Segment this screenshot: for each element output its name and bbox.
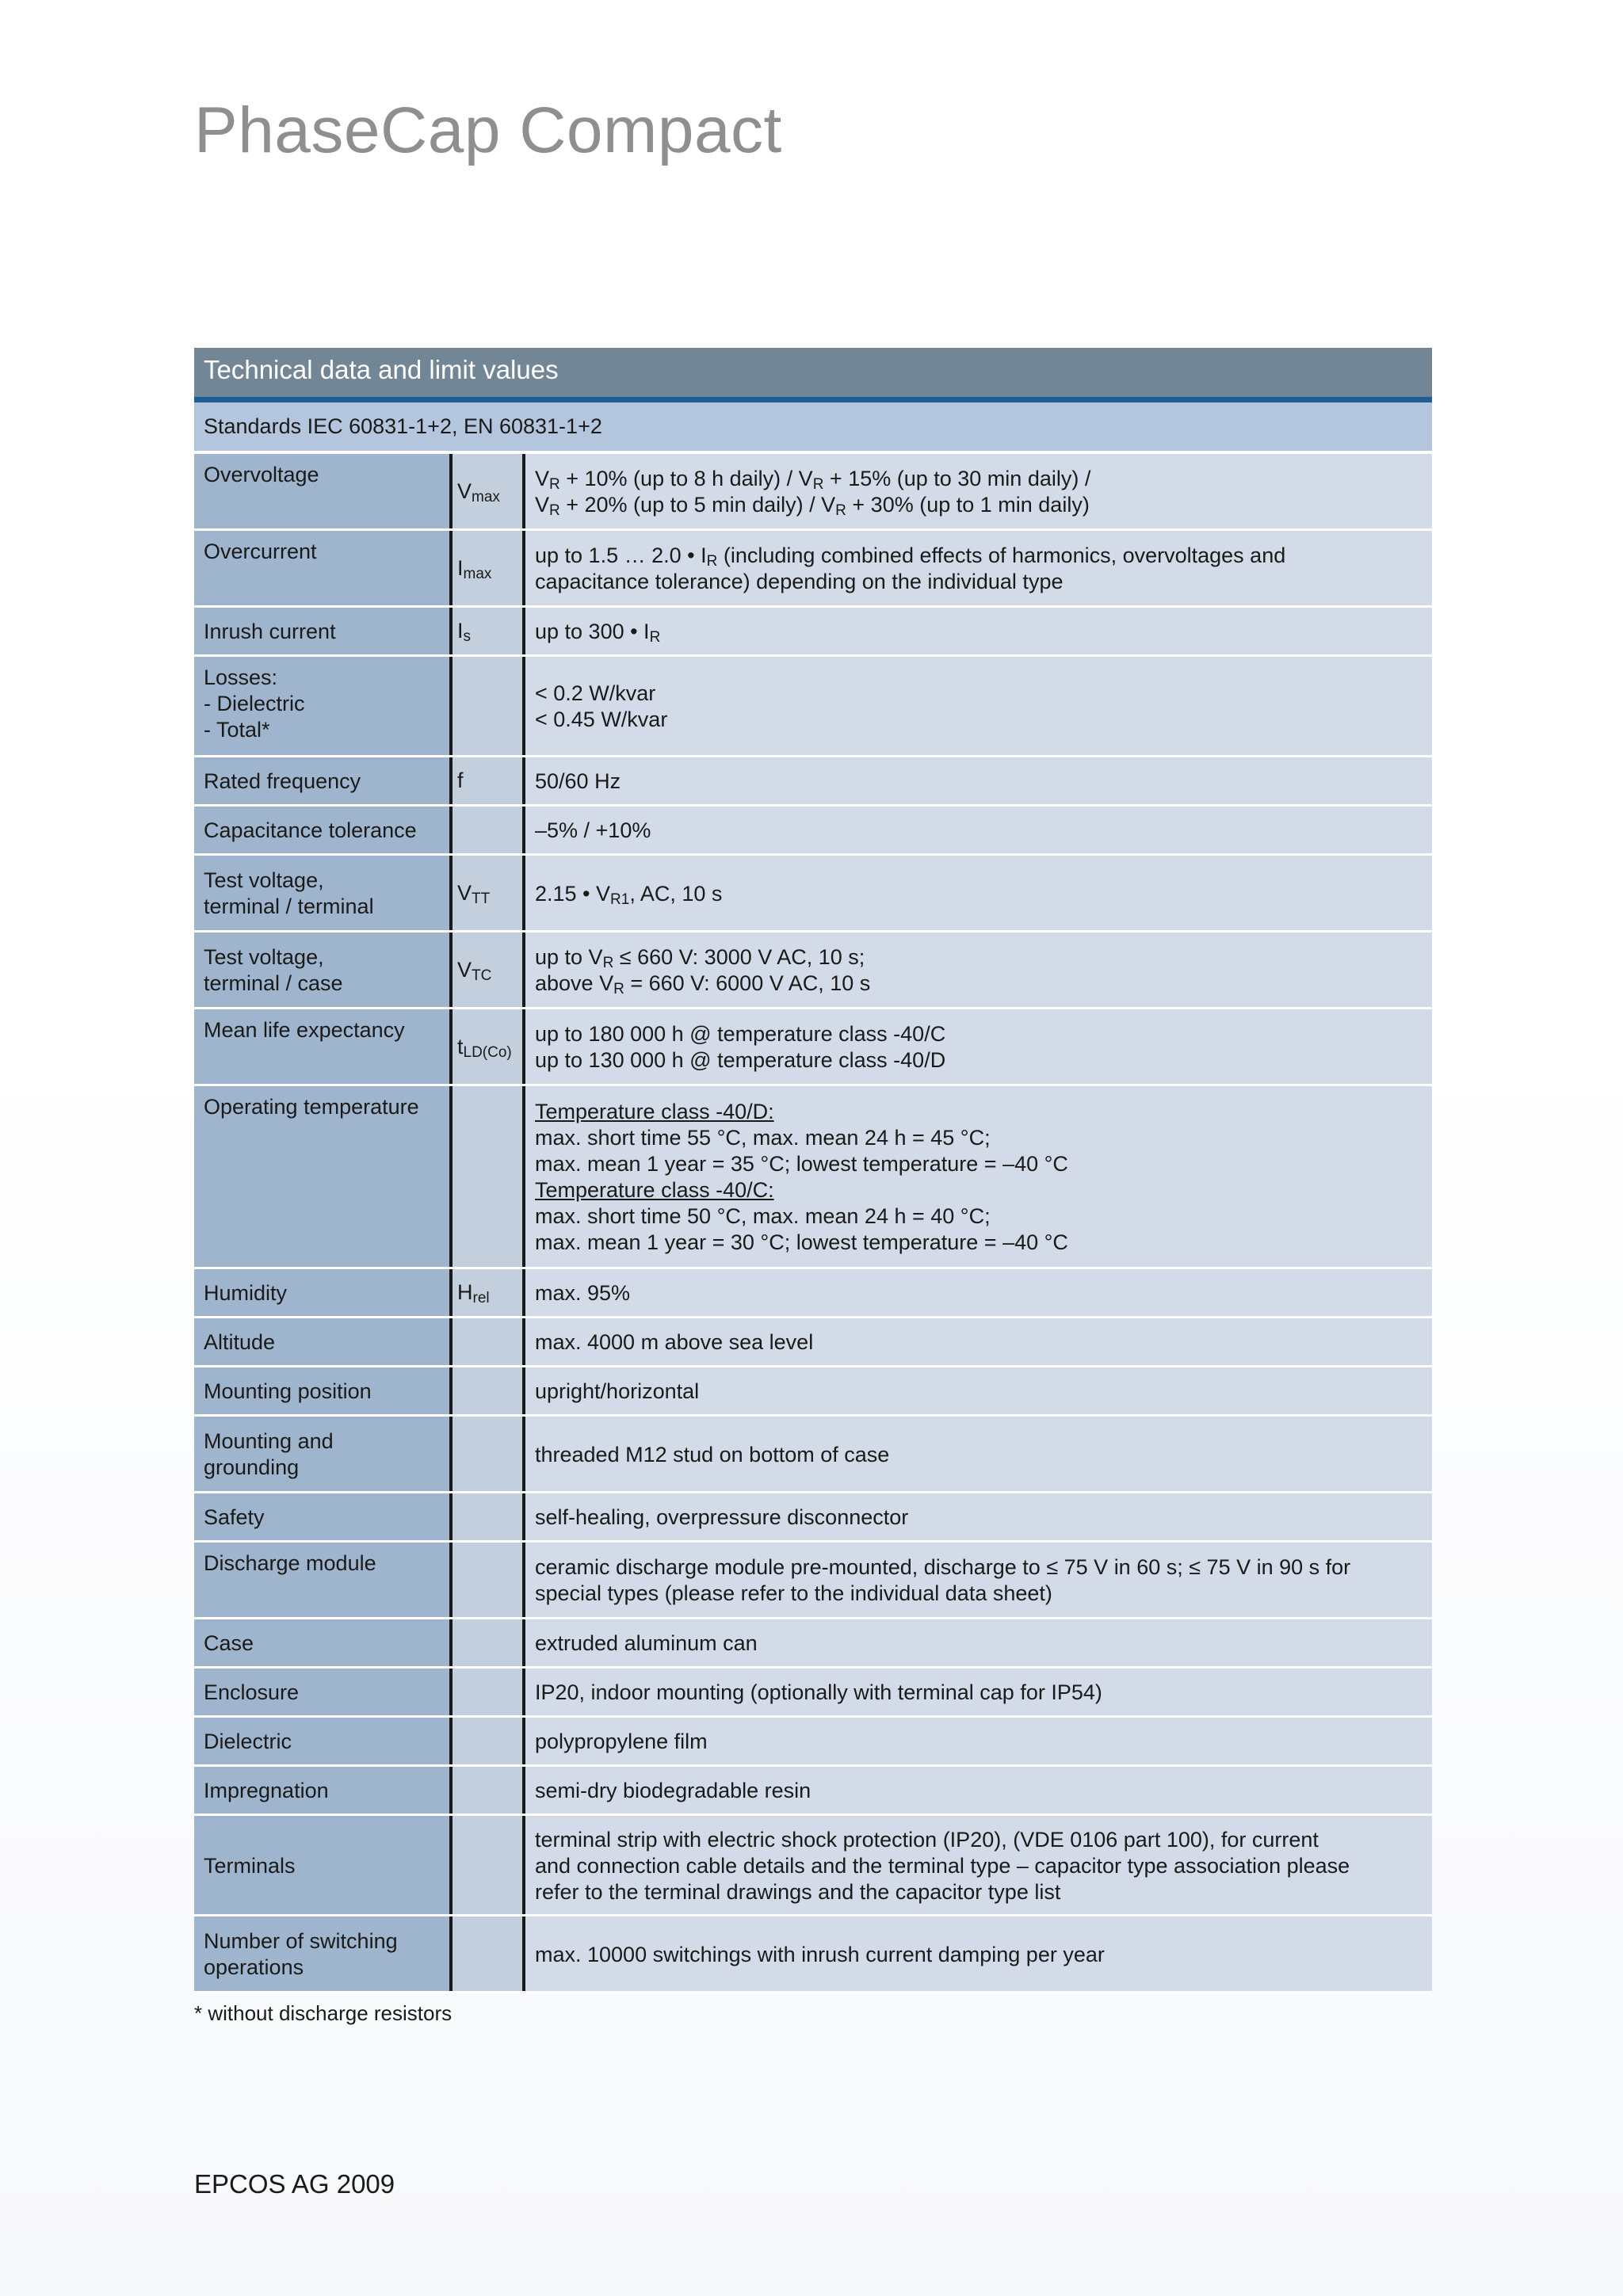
parameter-label: Test voltage, terminal / case bbox=[194, 933, 453, 1007]
parameter-label: Overvoltage bbox=[194, 454, 453, 528]
parameter-symbol bbox=[453, 1417, 525, 1491]
value-line: ceramic discharge module pre-mounted, discharge to ≤ 75 V in 60 s; ≤ 75 V in 90 s for bbox=[535, 1555, 1351, 1579]
parameter-value bbox=[525, 856, 1432, 930]
footer-copyright: EPCOS AG 2009 bbox=[194, 2169, 395, 2199]
parameter-label: Mounting and grounding bbox=[194, 1417, 453, 1491]
page-title: PhaseCap Compact bbox=[194, 94, 782, 166]
parameter-label: Altitude bbox=[194, 1318, 453, 1365]
table-row bbox=[194, 1269, 1432, 1318]
table-row bbox=[194, 657, 1432, 757]
parameter-label: Overcurrent bbox=[194, 531, 453, 605]
parameter-value bbox=[525, 1269, 1432, 1316]
table-row bbox=[194, 1718, 1432, 1767]
value-line: and connection cable details and the terminal type – capacitor type association please bbox=[535, 1853, 1350, 1878]
parameter-symbol bbox=[453, 1816, 525, 1914]
parameter-value bbox=[525, 1718, 1432, 1764]
value-line: IP20, indoor mounting (optionally with terminal cap for IP54) bbox=[535, 1680, 1102, 1704]
table-row bbox=[194, 454, 1432, 531]
parameter-value bbox=[525, 608, 1432, 654]
value-line: extruded aluminum can bbox=[535, 1631, 758, 1655]
value-line: polypropylene film bbox=[535, 1730, 708, 1753]
table-row bbox=[194, 531, 1432, 608]
value-line: < 0.2 W/kvar bbox=[535, 681, 656, 705]
parameter-symbol bbox=[453, 807, 525, 853]
parameter-symbol bbox=[453, 1318, 525, 1365]
value-line: $V_R + 10\%$ (up to 8 h daily) / $V_R + 15\%$ (up to 30 min daily) / bbox=[535, 467, 1091, 493]
value-line: max. short time 50 °C, max. mean 24 h = 40 °C; bbox=[535, 1204, 991, 1228]
table-row bbox=[194, 933, 1432, 1009]
table-row bbox=[194, 1767, 1432, 1816]
parameter-value bbox=[525, 1767, 1432, 1814]
value-line: 50/60 Hz bbox=[535, 769, 621, 793]
value-line: special types (please refer to the individual data sheet) bbox=[535, 1581, 1052, 1605]
value-line: –5% / +10% bbox=[535, 818, 651, 842]
parameter-symbol: $V_{max}$ bbox=[453, 454, 525, 528]
value-line: Temperature class -40/C: bbox=[535, 1178, 774, 1202]
value-line: 2.15 • $V_{R1}$, AC, 10 s bbox=[535, 881, 723, 908]
parameter-label: Losses: - Dielectric - Total* bbox=[194, 657, 453, 755]
value-line: max. short time 55 °C, max. mean 24 h = 45 °C; bbox=[535, 1126, 991, 1150]
value-line: upright/horizontal bbox=[535, 1379, 700, 1403]
parameter-label: Terminals bbox=[194, 1816, 453, 1914]
table-row bbox=[194, 1669, 1432, 1718]
parameter-symbol: f bbox=[453, 757, 525, 804]
parameter-symbol bbox=[453, 1619, 525, 1666]
parameter-value bbox=[525, 807, 1432, 853]
parameter-label: Mounting position bbox=[194, 1367, 453, 1414]
parameter-symbol: $I_s$ bbox=[453, 608, 525, 654]
parameter-label: Case bbox=[194, 1619, 453, 1666]
parameter-label: Number of switching operations bbox=[194, 1917, 453, 1991]
parameter-value bbox=[525, 1493, 1432, 1540]
value-line: terminal strip with electric shock protection (IP20), (VDE 0106 part 100), for current bbox=[535, 1827, 1319, 1852]
parameter-symbol bbox=[453, 1669, 525, 1715]
table-heading: Technical data and limit values bbox=[194, 348, 1432, 402]
parameter-symbol bbox=[453, 1086, 525, 1267]
value-line: up to 300 • $I_R$ bbox=[535, 620, 661, 646]
parameter-symbol bbox=[453, 1767, 525, 1814]
table-row bbox=[194, 1086, 1432, 1269]
parameter-value bbox=[525, 1816, 1432, 1914]
value-line: above $V_R = 660$ V: 6000 V AC, 10 s bbox=[535, 971, 871, 997]
value-line: max. 4000 m above sea level bbox=[535, 1330, 814, 1354]
parameter-label: Enclosure bbox=[194, 1669, 453, 1715]
table-row bbox=[194, 807, 1432, 856]
value-line: max. 95% bbox=[535, 1281, 631, 1305]
parameter-label: Rated frequency bbox=[194, 757, 453, 804]
parameter-label: Humidity bbox=[194, 1269, 453, 1316]
value-line: up to $V_R \le 660$ V: 3000 V AC, 10 s; bbox=[535, 945, 865, 971]
parameter-value bbox=[525, 1619, 1432, 1666]
parameter-label: Mean life expectancy bbox=[194, 1009, 453, 1084]
parameter-label: Inrush current bbox=[194, 608, 453, 654]
parameter-label: Test voltage, terminal / terminal bbox=[194, 856, 453, 930]
parameter-value bbox=[525, 933, 1432, 1007]
table-row bbox=[194, 608, 1432, 657]
parameter-value bbox=[525, 1669, 1432, 1715]
parameter-value bbox=[525, 1086, 1432, 1267]
standards-row: Standards IEC 60831-1+2, EN 60831-1+2 bbox=[194, 402, 1432, 454]
parameter-label: Operating temperature bbox=[194, 1086, 453, 1267]
parameter-symbol bbox=[453, 1493, 525, 1540]
parameter-symbol bbox=[453, 1367, 525, 1414]
value-line: up to 180 000 h @ temperature class -40/C bbox=[535, 1022, 946, 1046]
parameter-value bbox=[525, 1367, 1432, 1414]
parameter-value bbox=[525, 1009, 1432, 1084]
table-row bbox=[194, 1816, 1432, 1917]
table-row bbox=[194, 757, 1432, 807]
table-body bbox=[194, 454, 1432, 1993]
parameter-symbol bbox=[453, 657, 525, 755]
parameter-value bbox=[525, 1917, 1432, 1991]
parameter-value bbox=[525, 1417, 1432, 1491]
parameter-symbol: $I_{max}$ bbox=[453, 531, 525, 605]
parameter-label: Discharge module bbox=[194, 1543, 453, 1617]
parameter-value bbox=[525, 1543, 1432, 1617]
parameter-label: Dielectric bbox=[194, 1718, 453, 1764]
value-line: self-healing, overpressure disconnector bbox=[535, 1505, 909, 1529]
table-row bbox=[194, 856, 1432, 933]
technical-data-table bbox=[194, 348, 1432, 1993]
parameter-value bbox=[525, 454, 1432, 528]
table-row bbox=[194, 1619, 1432, 1669]
value-line: max. mean 1 year = 35 °C; lowest temperature = –40 °C bbox=[535, 1152, 1068, 1176]
parameter-label: Safety bbox=[194, 1493, 453, 1540]
value-line: Temperature class -40/D: bbox=[535, 1100, 774, 1123]
parameter-label: Impregnation bbox=[194, 1767, 453, 1814]
value-line: $V_R + 20\%$ (up to 5 min daily) / $V_R + 30\%$ (up to 1 min daily) bbox=[535, 493, 1090, 519]
value-line: < 0.45 W/kvar bbox=[535, 707, 668, 731]
value-line: max. 10000 switchings with inrush current damping per year bbox=[535, 1942, 1105, 1966]
value-line: up to 130 000 h @ temperature class -40/D bbox=[535, 1048, 946, 1072]
table-row bbox=[194, 1543, 1432, 1619]
table-row bbox=[194, 1009, 1432, 1086]
parameter-value bbox=[525, 657, 1432, 755]
parameter-symbol: $H_{rel}$ bbox=[453, 1269, 525, 1316]
table-row bbox=[194, 1367, 1432, 1417]
parameter-symbol: $V_{TC}$ bbox=[453, 933, 525, 1007]
value-line: max. mean 1 year = 30 °C; lowest temperature = –40 °C bbox=[535, 1230, 1068, 1254]
parameter-value bbox=[525, 757, 1432, 804]
value-line: refer to the terminal drawings and the capacitor type list bbox=[535, 1879, 1061, 1904]
table-row bbox=[194, 1493, 1432, 1543]
parameter-value bbox=[525, 531, 1432, 605]
parameter-symbol bbox=[453, 1718, 525, 1764]
value-line: up to 1.5 … 2.0 • $I_R$ (including combined effects of harmonics, overvoltages and bbox=[535, 543, 1286, 570]
parameter-symbol bbox=[453, 1543, 525, 1617]
table-row bbox=[194, 1318, 1432, 1367]
parameter-symbol: $V_{TT}$ bbox=[453, 856, 525, 930]
table-row bbox=[194, 1417, 1432, 1493]
parameter-symbol: $t_{LD(Co)}$ bbox=[453, 1009, 525, 1084]
value-line: capacitance tolerance) depending on the individual type bbox=[535, 570, 1064, 593]
value-line: threaded M12 stud on bottom of case bbox=[535, 1442, 890, 1466]
parameter-symbol bbox=[453, 1917, 525, 1991]
parameter-label: Capacitance tolerance bbox=[194, 807, 453, 853]
table-row bbox=[194, 1917, 1432, 1993]
value-line: semi-dry biodegradable resin bbox=[535, 1779, 812, 1802]
parameter-value bbox=[525, 1318, 1432, 1365]
footnote: * without discharge resistors bbox=[194, 2001, 453, 2025]
